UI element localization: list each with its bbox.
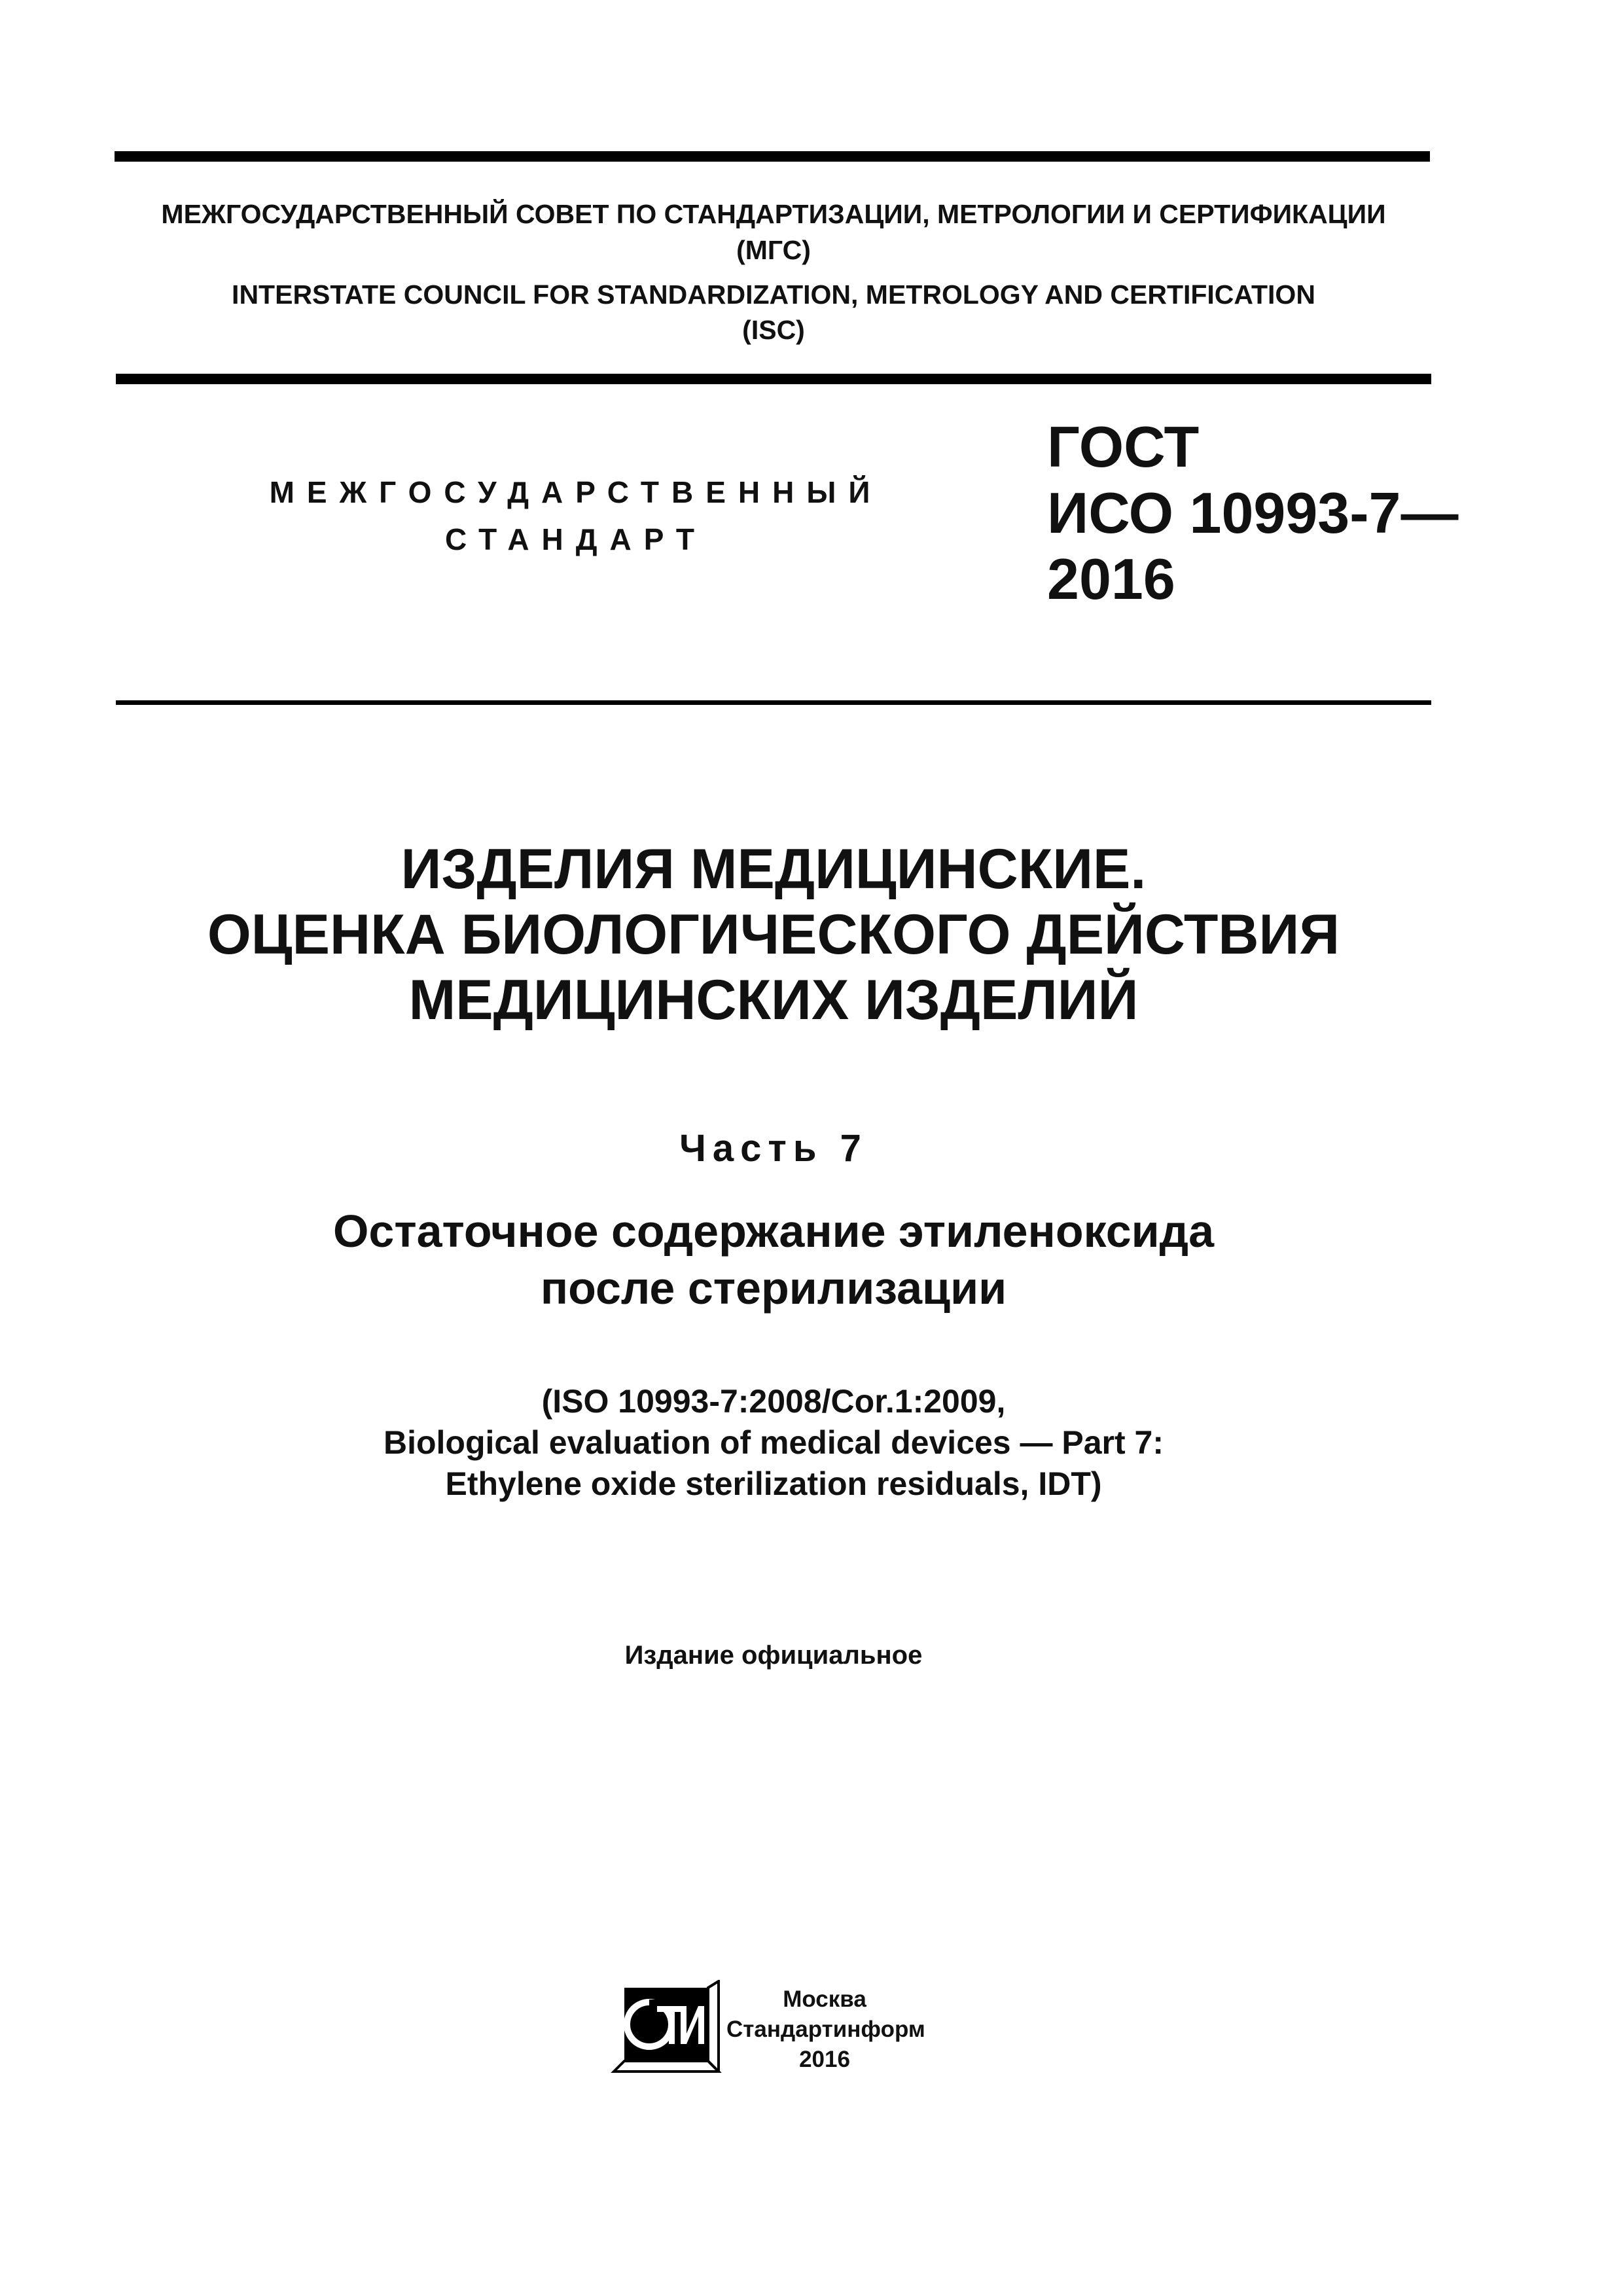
part-subtitle <box>116 1203 1431 1317</box>
publisher-year: 2016 <box>799 2047 850 2072</box>
subtitle-line2: после стерилизации <box>540 1263 1007 1314</box>
title-line2: ОЦЕНКА БИОЛОГИЧЕСКОГО ДЕЙСТВИЯ <box>207 903 1340 966</box>
iso-reference <box>116 1381 1431 1505</box>
standard-type-line2: СТАНДАРТ <box>445 522 707 556</box>
publisher-name: Стандартинформ <box>726 2017 925 2042</box>
council-abbr-en: (ISC) <box>742 315 805 345</box>
council-abbr-ru: (МГС) <box>736 235 811 265</box>
subtitle-line1: Остаточное содержание этиленоксида <box>332 1206 1215 1257</box>
thin-rule <box>116 700 1431 705</box>
title-line1: ИЗДЕЛИЯ МЕДИЦИНСКИЕ. <box>401 838 1147 901</box>
iso-reference-line1: (ISO 10993-7:2008/Cor.1:2009, <box>541 1383 1006 1420</box>
title-line3: МЕДИЦИНСКИХ ИЗДЕЛИЙ <box>408 969 1139 1031</box>
document-title <box>116 836 1431 1033</box>
designation-line1: ГОСТ <box>1047 414 1200 479</box>
part-number: Часть 7 <box>679 1127 868 1170</box>
publisher-city: Москва <box>783 1986 866 2012</box>
designation-line3: 2016 <box>1047 547 1175 611</box>
standard-type-line1: МЕЖГОСУДАРСТВЕННЫЙ <box>269 475 883 509</box>
publisher-block <box>726 1984 923 2075</box>
council-name-ru: МЕЖГОСУДАРСТВЕННЫЙ СОВЕТ ПО СТАНДАРТИЗАЦИИ, МЕТРОЛОГИИ И СЕРТИФИКАЦИИ <box>161 199 1386 229</box>
top-rule <box>115 151 1430 162</box>
designation-line2: ИСО 10993-7— <box>1047 480 1459 545</box>
council-name-en: INTERSTATE COUNCIL FOR STANDARDIZATION, METROLOGY AND CERTIFICATION <box>232 279 1315 310</box>
standartinform-logo-icon <box>610 1980 722 2073</box>
edition-label: Издание официальное <box>624 1641 923 1670</box>
iso-reference-line2: Biological evaluation of medical devices — Part 7: <box>383 1424 1164 1461</box>
middle-rule <box>116 374 1431 384</box>
standard-designation <box>1047 414 1459 612</box>
iso-reference-line3: Ethylene oxide sterilization residuals, IDT) <box>445 1465 1102 1502</box>
